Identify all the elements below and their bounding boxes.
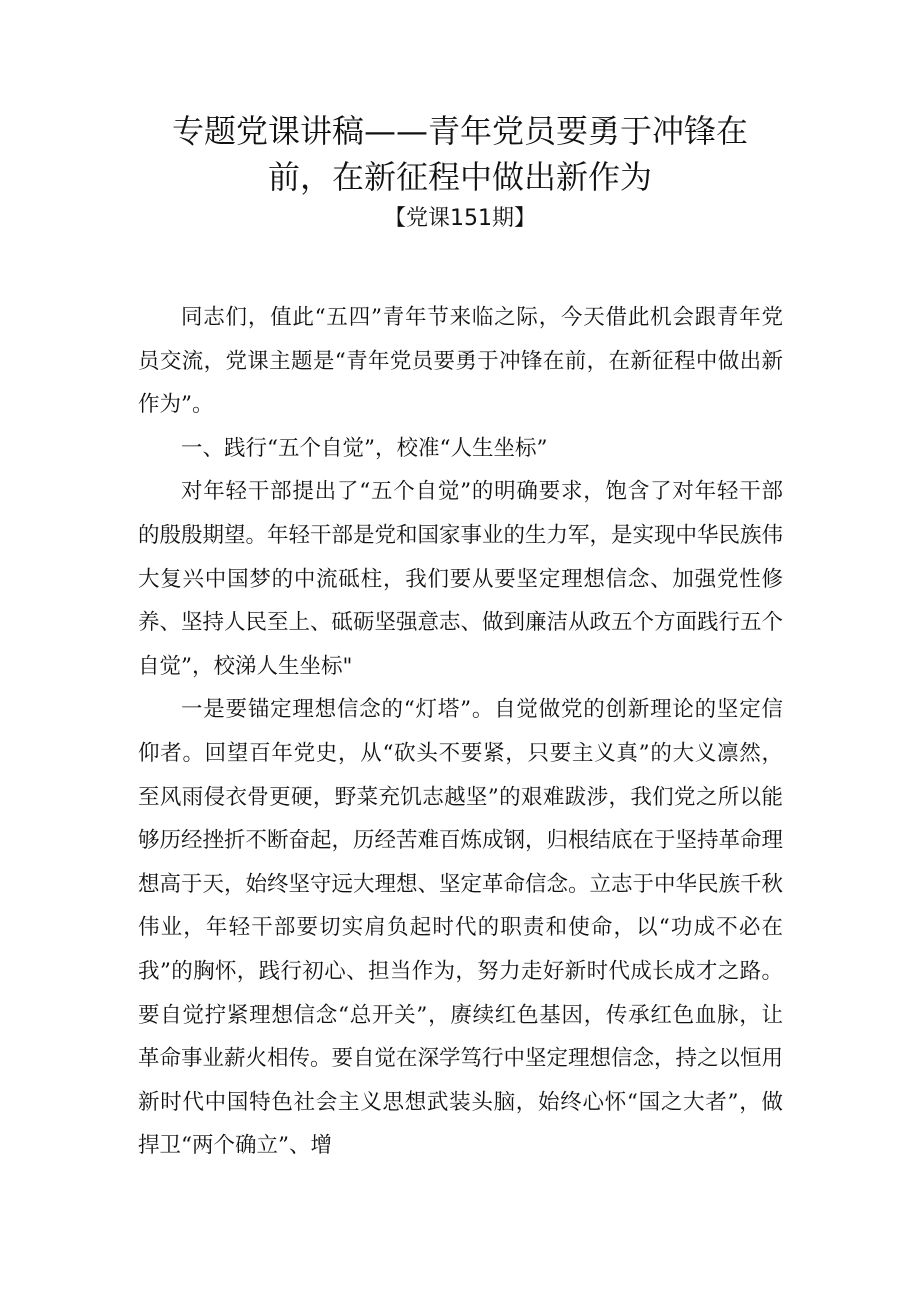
document-body	[138, 296, 783, 1168]
section-heading: 一、践行“五个自觉”，校准“人生坐标”	[181, 435, 548, 461]
title-line-2: 前，在新征程中做出新作为	[267, 158, 652, 196]
document-title	[120, 108, 800, 200]
issue-label: 【党课151期】	[384, 206, 536, 231]
paragraph-intro: 同志们，值此“五四”青年节来临之际，今天借此机会跟青年党员交流，党课主题是“青年党员要勇于冲锋在前，在新征程中做出新作为”。	[138, 305, 783, 418]
paragraph-ideals: 一是要锚定理想信念的“灯塔”。自觉做党的创新理论的坚定信仰者。回望百年党史，从“砍头不要紧，只要主义真”的大义凛然，至风雨侵衣骨更硬，野菜充饥志越坚”的艰难跋涉，我们党之所以能够历经挫折不断奋起，历经苦难百炼成钢，归根结底在于坚持革命理想高于天，始终坚守远大理想、坚定革命信念。立志于中华民族千秋伟业，年轻干部要切实肩负起时代的职责和使命，以“功成不必在我”的胸怀，践行初心、担当作为，努力走好新时代成长成才之路。要自觉拧紧理想信念“总开关”，赓续红色基因，传承红色血脉，让革命事业薪火相传。要自觉在深学笃行中坚定理想信念，持之以恒用新时代中国特色社会主义思想武装头脑，始终心怀“国之大者”，做捍卫“两个确立”、增	[138, 697, 784, 1159]
paragraph-five-consciousness: 对年轻干部提出了“五个自觉”的明确要求，饱含了对年轻干部的殷殷期望。年轻干部是党和国家事业的生力军，是实现中华民族伟大复兴中国梦的中流砥柱，我们要从要坚定理想信念、加强党性修养、坚持人民至上、砥砺坚强意志、做到廉洁从政五个方面践行五个自觉”，校涕人生坐标"	[138, 479, 784, 679]
title-line-1: 专题党课讲稿——青年党员要勇于冲锋在	[171, 112, 748, 150]
